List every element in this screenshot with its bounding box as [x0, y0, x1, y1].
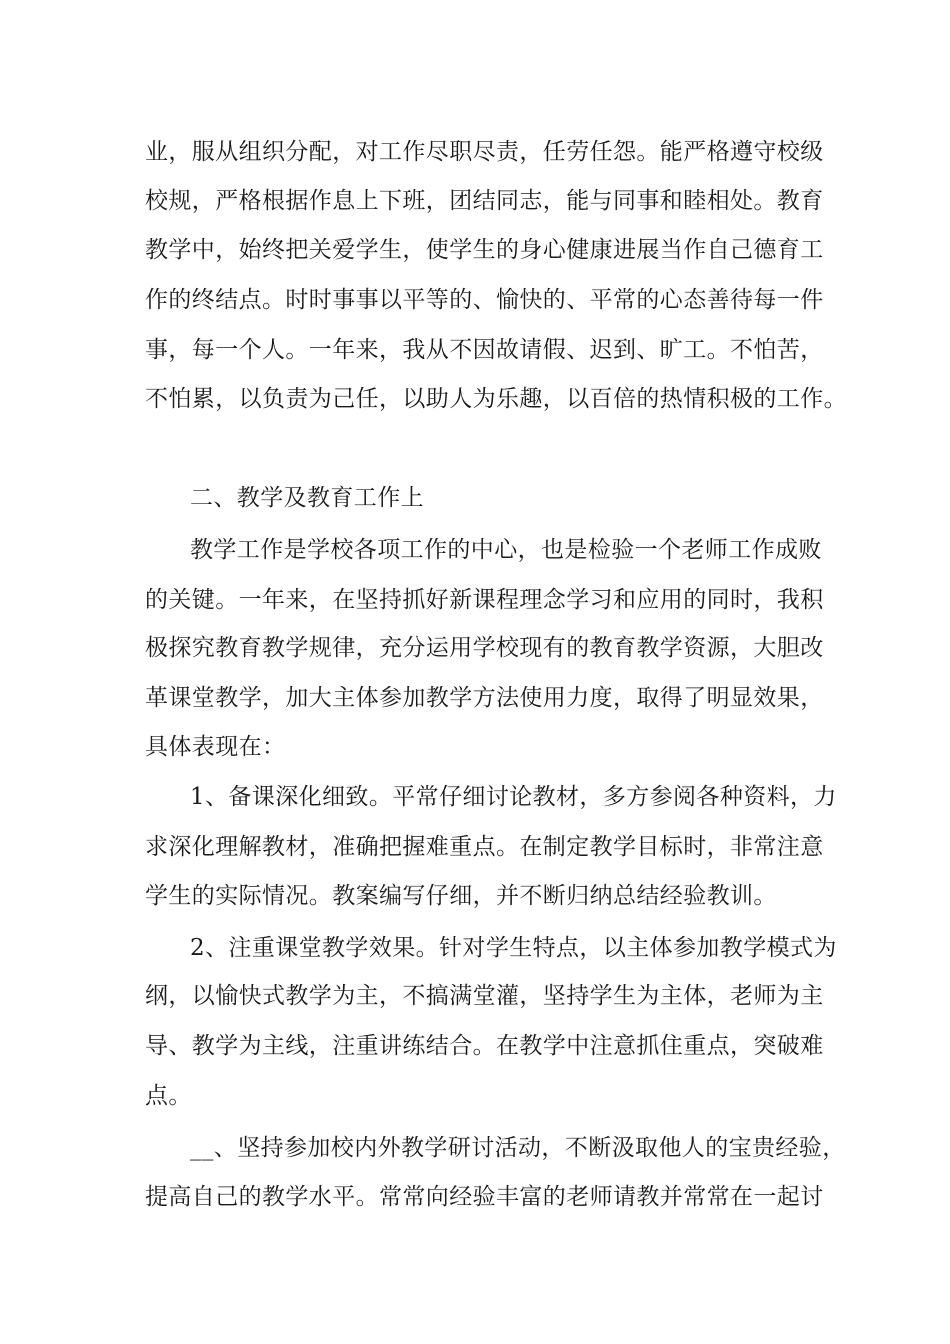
paragraph-line: 的关键。一年来，在坚持抓好新课程理念学习和应用的同时，我积 — [145, 587, 824, 613]
section-heading: 二、教学及教育工作上 — [190, 485, 424, 511]
paragraph-line: 具体表现在： — [145, 734, 286, 760]
paragraph-line: 校规，严格根据作息上下班，团结同志，能与同事和睦相处。教育 — [145, 188, 824, 214]
paragraph-line: 不怕累，以负责为己任，以助人为乐趣，以百倍的热情积极的工作。 — [145, 386, 847, 412]
paragraph-line: 教学工作是学校各项工作的中心，也是检验一个老师工作成败 — [190, 537, 822, 563]
list-item-line: __、坚持参加校内外教学研讨活动，不断汲取他人的宝贵经验， — [190, 1135, 846, 1161]
list-item-line: 1、备课深化细致。平常仔细讨论教材，多方参阅各种资料，力 — [190, 784, 837, 810]
paragraph-line: 提高自己的教学水平。常常向经验丰富的老师请教并常常在一起讨 — [145, 1184, 824, 1210]
paragraph-line: 事，每一个人。一年来，我从不因故请假、迟到、旷工。不怕苦， — [145, 337, 824, 363]
paragraph-line: 纲，以愉快式教学为主，不搞满堂灌，坚持学生为主体，老师为主 — [145, 983, 824, 1009]
paragraph-line: 导、教学为主线，注重讲练结合。在教学中注意抓住重点，突破难 — [145, 1033, 824, 1059]
paragraph-line: 作的终结点。时时事事以平等的、愉快的、平常的心态善待每一件 — [145, 287, 824, 313]
paragraph-line: 求深化理解教材，准确把握难重点。在制定教学目标时，非常注意 — [145, 834, 824, 860]
paragraph-line: 极探究教育教学规律，充分运用学校现有的教育教学资源，大胆改 — [145, 635, 824, 661]
paragraph-line: 学生的实际情况。教案编写仔细，并不断归纳总结经验教训。 — [145, 883, 777, 909]
list-item-line: 2、注重课堂教学效果。针对学生特点，以主体参加教学模式为 — [190, 935, 837, 961]
paragraph-line: 革课堂教学，加大主体参加教学方法使用力度，取得了明显效果， — [145, 685, 824, 711]
paragraph-line: 点。 — [145, 1083, 192, 1109]
paragraph-line: 教学中，始终把关爱学生，使学生的身心健康进展当作自己德育工 — [145, 237, 824, 263]
paragraph-line: 业，服从组织分配，对工作尽职尽责，任劳任怨。能严格遵守校级 — [145, 139, 824, 165]
